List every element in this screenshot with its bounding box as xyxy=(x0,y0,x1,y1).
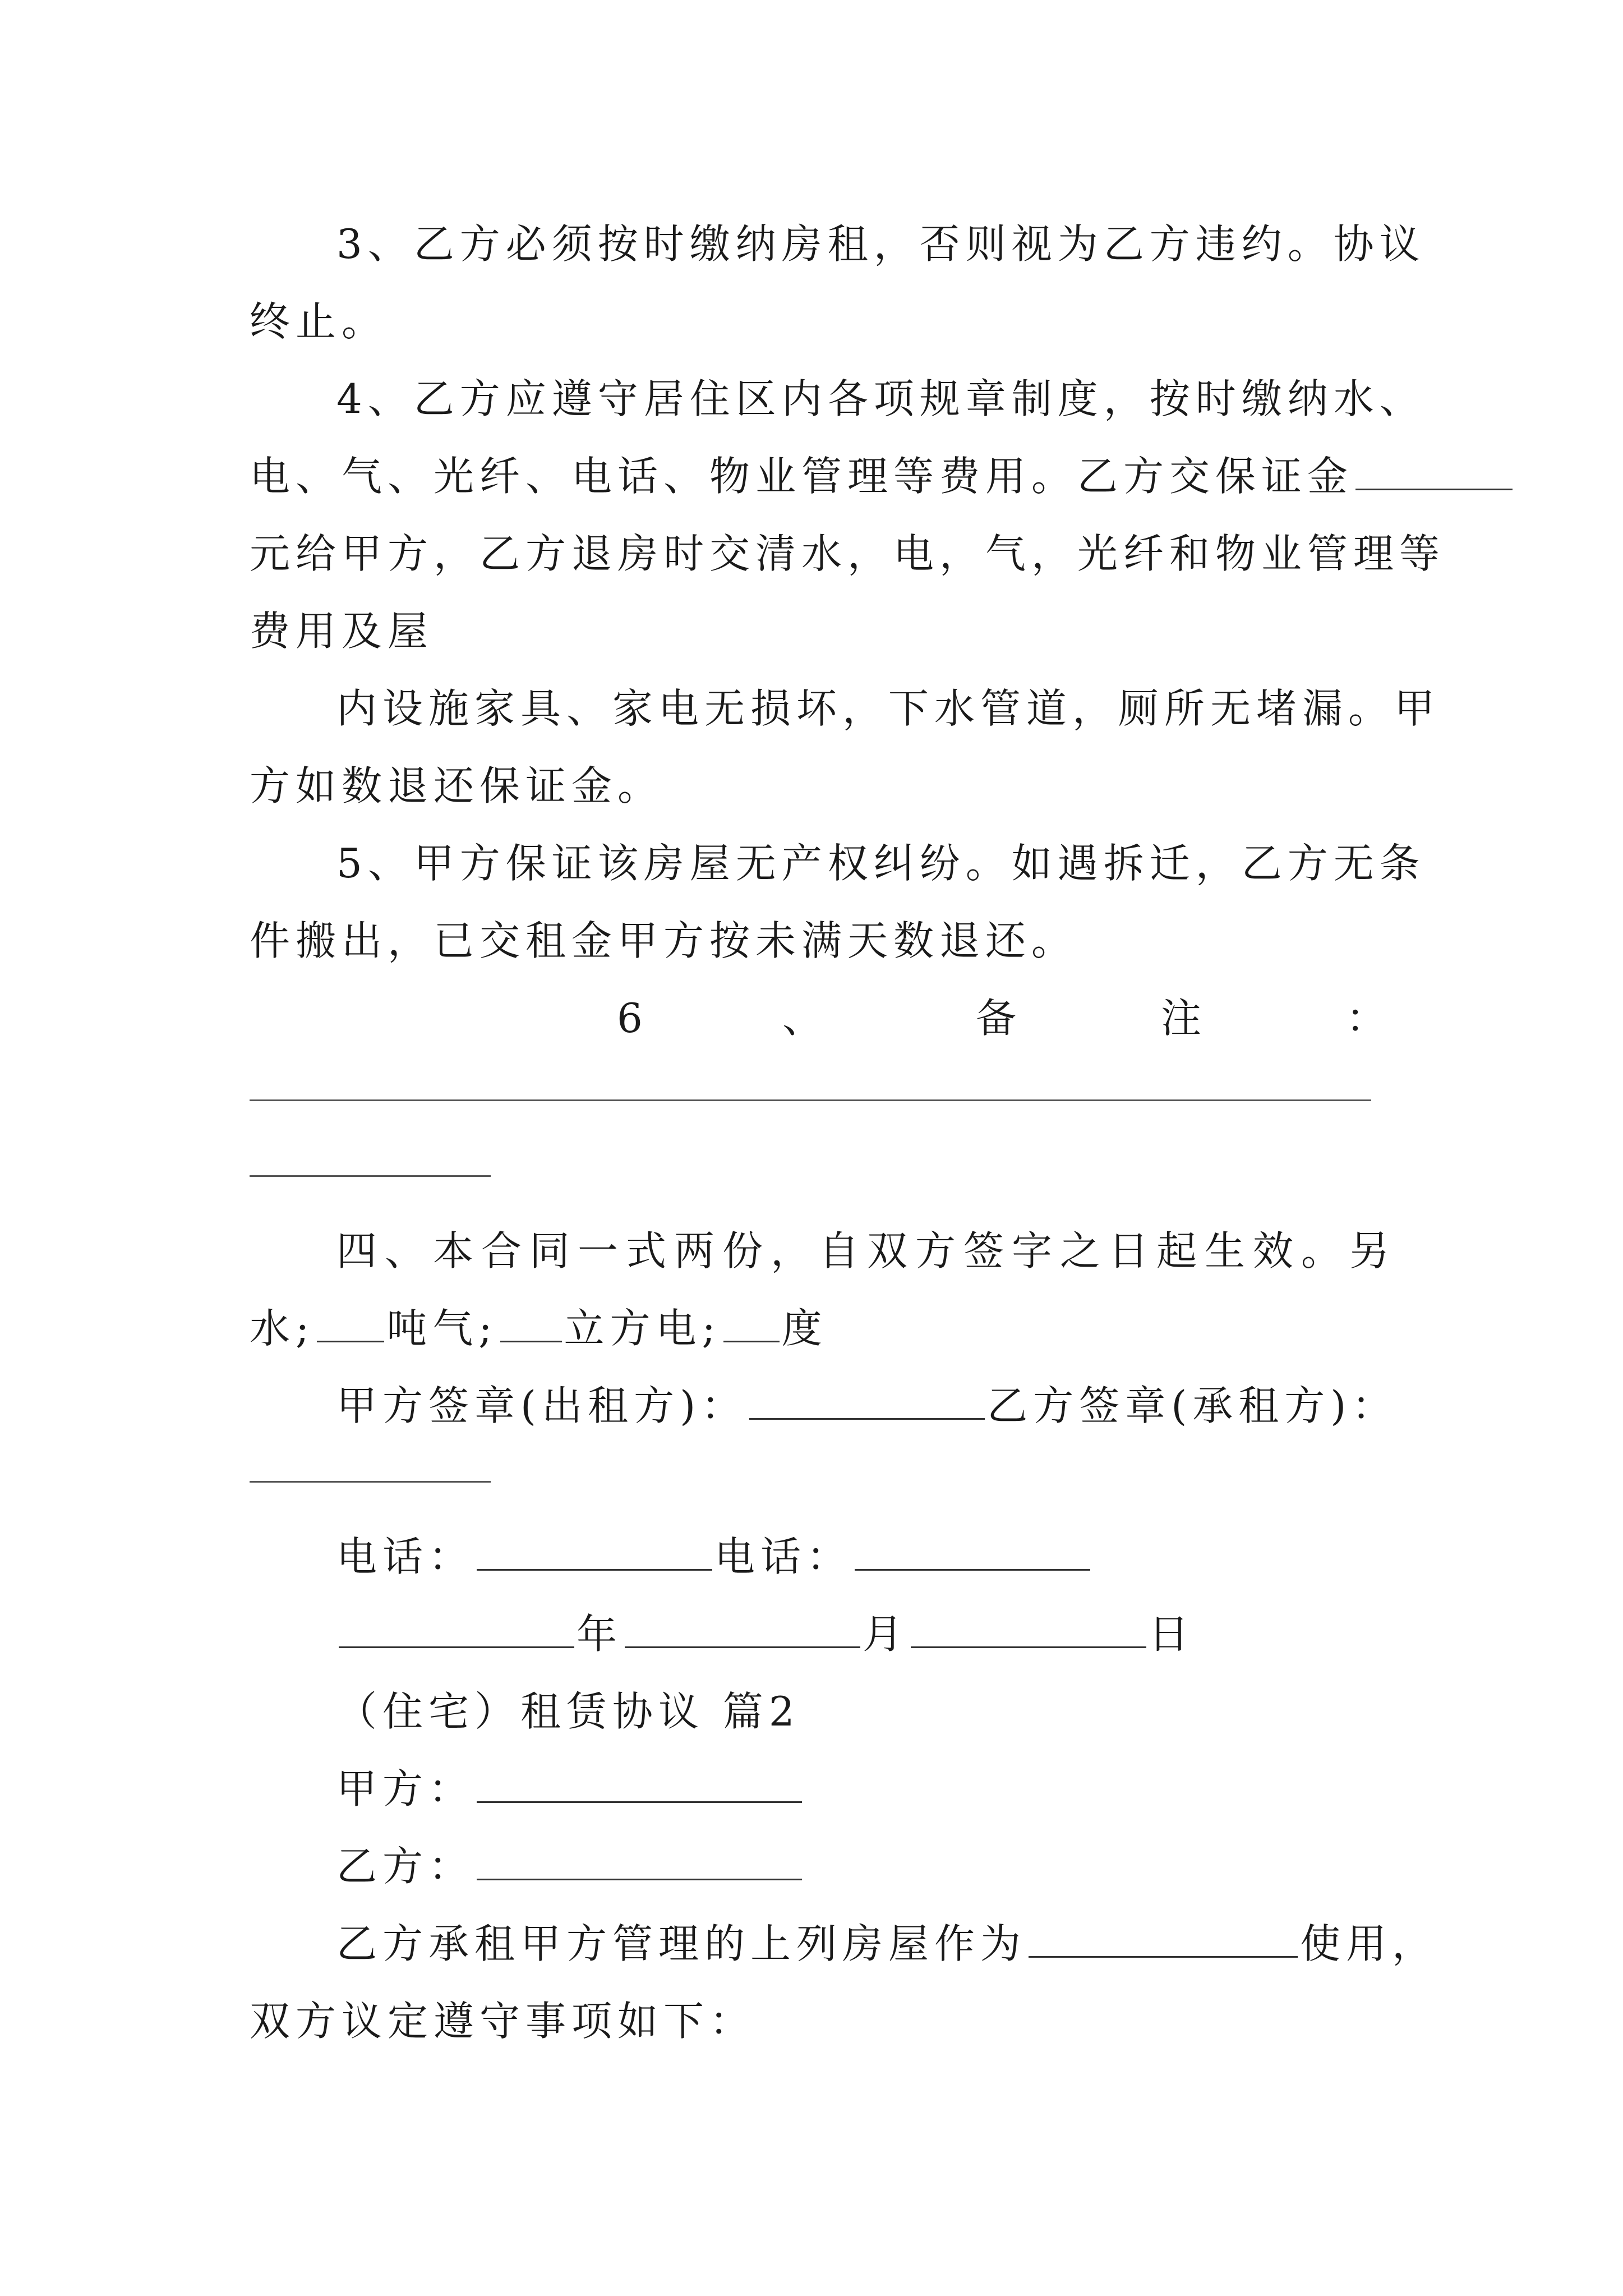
party-a-line xyxy=(336,1750,1388,1828)
usage-suffix: 使用， xyxy=(1300,1920,1438,1967)
remark-number: 6 xyxy=(617,995,643,1042)
remark-colon: ： xyxy=(1346,995,1387,1042)
party-a-label: 甲方： xyxy=(336,1765,475,1812)
agreement-intro: 双方议定遵守事项如下： xyxy=(250,1998,756,2045)
deposit-blank xyxy=(1355,455,1513,490)
party-b-signature-blank xyxy=(250,1481,491,1483)
party-a-signature-label: 甲方签章(出租方)： xyxy=(336,1382,748,1429)
day-label: 日 xyxy=(1149,1611,1195,1658)
party-b-phone-label: 电话： xyxy=(714,1533,853,1580)
clause-4-line-6: 方如数退还保证金。 xyxy=(250,762,664,809)
water-blank xyxy=(317,1307,384,1342)
usage-blank xyxy=(1029,1922,1298,1958)
party-a-blank xyxy=(477,1768,802,1803)
party-b-signature-label: 乙方签章(承租方)： xyxy=(987,1382,1398,1429)
remark-char-1: 备 xyxy=(976,995,1017,1042)
remark-rule-1 xyxy=(250,1099,1371,1101)
usage-text: 乙方承租甲方管理的上列房屋作为 xyxy=(336,1920,1027,1967)
party-a-signature-blank xyxy=(749,1384,985,1420)
party-b-label: 乙方： xyxy=(336,1843,475,1890)
year-blank xyxy=(339,1613,574,1648)
gas-blank xyxy=(500,1307,562,1342)
clause-4-line-3: 元给甲方，乙方退房时交清水，电，气，光纤和物业管理等 xyxy=(250,530,1446,577)
gas-label: 吨气; xyxy=(386,1305,498,1352)
party-b-phone-blank xyxy=(855,1535,1090,1571)
clause-4-line-4: 费用及屋 xyxy=(250,608,434,655)
party-a-phone-label: 电话： xyxy=(336,1533,475,1580)
signature-line xyxy=(336,1366,1398,1445)
party-a-phone-blank xyxy=(477,1535,712,1571)
remark-separator: 、 xyxy=(782,995,823,1042)
electric-blank xyxy=(723,1307,780,1342)
usage-line xyxy=(336,1904,1438,1983)
remark-char-2: 注 xyxy=(1161,995,1202,1042)
month-blank xyxy=(625,1613,860,1648)
clause-3-line-1: 3、乙方必须按时缴纳房租，否则视为乙方违约。协议 xyxy=(336,220,1426,268)
section-4-line-2 xyxy=(250,1289,1388,1368)
date-line xyxy=(336,1595,1388,1673)
electric-label: 立方电; xyxy=(564,1305,721,1352)
clause-4-line-5: 内设施家具、家电无损坏，下水管道，厕所无堵漏。甲 xyxy=(336,685,1441,732)
clause-3-line-2: 终止。 xyxy=(250,298,388,345)
clause-5-line-1: 5、甲方保证该房屋无产权纠纷。如遇拆迁，乙方无条 xyxy=(336,840,1426,887)
section-4-line-1: 四、本合同一式两份，自双方签字之日起生效。另 xyxy=(336,1227,1398,1274)
section-title: （住宅）租赁协议 篇2 xyxy=(336,1688,800,1735)
clause-4-text: 电、气、光纤、电话、物业管理等费用。乙方交保证金 xyxy=(250,453,1354,500)
party-b-blank xyxy=(477,1845,802,1880)
phone-line xyxy=(336,1517,1388,1596)
month-label: 月 xyxy=(863,1611,909,1658)
degree-label: 度 xyxy=(781,1305,828,1352)
clause-4-line-2 xyxy=(250,437,1388,516)
water-label: 水; xyxy=(250,1305,315,1352)
day-blank xyxy=(911,1613,1146,1648)
clause-5-line-2: 件搬出，已交租金甲方按未满天数退还。 xyxy=(250,917,1078,964)
remark-rule-2 xyxy=(250,1175,491,1177)
party-b-line xyxy=(336,1827,1388,1906)
year-label: 年 xyxy=(577,1611,623,1658)
clause-4-line-1: 4、乙方应遵守居住区内各项规章制度，按时缴纳水、 xyxy=(336,375,1426,422)
